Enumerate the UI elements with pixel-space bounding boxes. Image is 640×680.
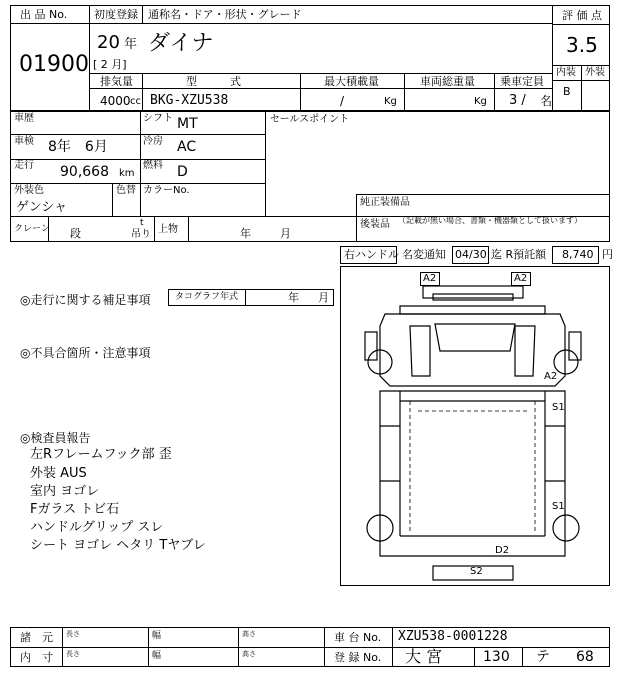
shift: MT — [177, 116, 198, 132]
ext-color-label: 外装色 — [14, 185, 44, 196]
max-load-unit: Kg — [384, 96, 397, 107]
overall-score: 3.5 — [566, 33, 598, 57]
crane-label: クレーン — [14, 224, 50, 234]
model-label: 型 式 — [186, 75, 241, 88]
registration-label: 登 録 No. — [334, 651, 382, 664]
height-label-2: 高さ — [242, 650, 256, 658]
chassis-label: 車 台 No. — [334, 631, 382, 644]
registration-number: 68 — [576, 649, 594, 665]
mileage: 90,668 — [60, 164, 109, 180]
displacement-label: 排気量 — [100, 75, 133, 88]
registration-class: 130 — [483, 649, 510, 665]
crane-stage: 段 — [70, 227, 81, 240]
top-month: 月 — [280, 227, 291, 240]
score-label: 評 価 点 — [562, 9, 602, 22]
name-change-date: 04/30 — [455, 248, 487, 261]
fuel: D — [177, 164, 188, 180]
first-registration-label: 初度登録 — [94, 8, 138, 21]
inspector-line-1: 左Rフレームフック部 歪 — [30, 447, 172, 462]
capacity-unit: 名 — [540, 94, 553, 108]
inspector-line-6: シート ヨゴレ ヘタリ Tヤブレ — [30, 538, 206, 553]
height-label-1: 高さ — [242, 630, 256, 638]
tacho-month: 月 — [318, 291, 329, 304]
registration-place: 大 宮 — [405, 647, 443, 666]
displacement-unit: cc — [130, 96, 141, 107]
width-label-1: 幅 — [152, 631, 162, 641]
inspector-line-5: ハンドルグリップ スレ — [30, 520, 164, 535]
inspector-line-4: Fガラス トビ石 — [30, 502, 120, 517]
recycle-unit: 円 — [602, 248, 613, 261]
inner-dim-row-label: 内 寸 — [20, 651, 53, 664]
registration-month: [ 2 月] — [93, 58, 127, 71]
mark-a2-label-2: A2 — [514, 273, 528, 284]
std-equipment-label: 純正装備品 — [360, 197, 410, 208]
displacement: 4000 — [100, 94, 131, 108]
mileage-unit: km — [119, 168, 135, 179]
registration-year-unit: 年 — [124, 37, 138, 52]
recycle-label: 迄 R預託額 — [491, 248, 547, 261]
car-name: ダイナ — [148, 31, 214, 56]
specs-row-label: 諸 元 — [20, 631, 53, 644]
ext-color: ゲンシャ — [16, 200, 68, 215]
crane-lift: 吊り — [131, 229, 151, 240]
color-change-label: 色替 — [116, 185, 136, 196]
color-number-label: カラーNo. — [143, 185, 190, 196]
exterior-label: 外装 — [585, 67, 605, 78]
inspector-line-3: 室内 ヨゴレ — [30, 484, 100, 499]
lot-number: 01900 — [19, 52, 89, 77]
mark-s2-label: S2 — [470, 566, 483, 577]
car-name-label: 通称名・ドア・形状・グレード — [148, 8, 302, 21]
top-equipment-label: 上物 — [158, 224, 178, 235]
aircon: AC — [177, 139, 197, 155]
model-code: BKG-XZU538 — [150, 93, 229, 108]
inspection-label: 車検 — [14, 136, 34, 147]
mark-d2-label: D2 — [495, 545, 510, 556]
aftermarket-label: 後装品 — [360, 219, 390, 230]
max-load-label: 最大積載量 — [324, 75, 379, 88]
registration-year: 20 — [97, 32, 120, 53]
interior-label: 内装 — [556, 67, 576, 78]
width-label-2: 幅 — [152, 651, 162, 661]
capacity: 3 / — [509, 93, 526, 108]
tacho-label: タコグラフ年式 — [175, 292, 239, 302]
sales-point-label: セールスポイント — [270, 114, 350, 125]
lot-number-label: 出 品 No. — [20, 8, 68, 21]
recycle-amount: 8,740 — [562, 248, 594, 261]
driving-notes-label: ◎走行に関する補足事項 — [20, 293, 151, 307]
gross-weight-label: 車両総重量 — [420, 75, 475, 88]
inspection: 8年 6月 — [48, 139, 108, 155]
right-handle: 右ハンドル — [344, 248, 399, 261]
chassis-number: XZU538-0001228 — [398, 629, 508, 644]
interior-grade: B — [563, 85, 571, 98]
tacho-year: 年 — [288, 291, 299, 304]
mark-a2-label-3: A2 — [544, 371, 558, 382]
defects-label: ◎不具合箇所・注意事項 — [20, 346, 151, 360]
mark-s1-label-2: S1 — [552, 501, 565, 512]
capacity-label: 乗車定員 — [500, 75, 544, 88]
mark-a2-label-1: A2 — [423, 273, 437, 284]
aftermarket-note: （記載が無い場合、書類・機器類として扱います） — [398, 216, 582, 225]
registration-kana: テ — [536, 649, 550, 665]
crane-lift-unit: t — [140, 218, 144, 228]
length-label-1: 長さ — [66, 630, 80, 638]
length-label-2: 長さ — [66, 650, 80, 658]
fuel-label: 燃料 — [143, 160, 163, 171]
truck-diagram — [340, 266, 610, 586]
mark-s1-label-1: S1 — [552, 402, 565, 413]
mileage-label: 走行 — [14, 160, 34, 171]
inspector-report-label: ◎検査員報告 — [20, 431, 91, 445]
gross-weight-unit: Kg — [474, 96, 487, 107]
max-load: / — [340, 94, 345, 108]
aircon-label: 冷房 — [143, 136, 163, 147]
top-year: 年 — [240, 227, 251, 240]
inspector-line-2: 外装 AUS — [30, 466, 87, 481]
shift-label: シフト — [143, 113, 173, 124]
name-change-label: 名変通知 — [402, 248, 446, 261]
history-label: 車歴 — [14, 113, 34, 124]
